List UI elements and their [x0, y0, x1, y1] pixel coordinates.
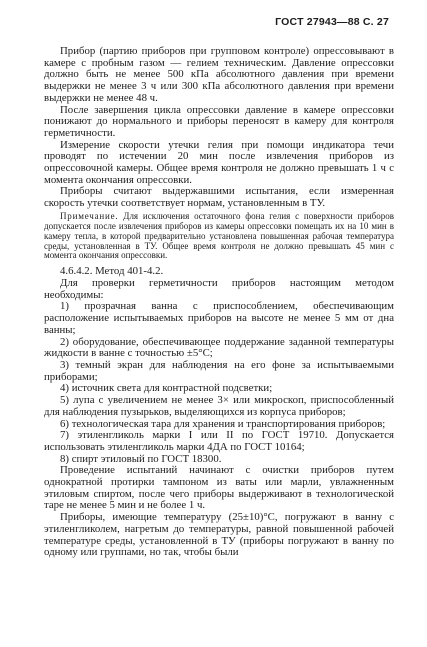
list-item: 8) спирт этиловый по ГОСТ 18300. — [60, 452, 222, 465]
paragraph-pressurization: Прибор (партию приборов при групповом контроле) опрессовывают в камере с пробным газом — гелием техническим. Давление опрессовки должно быть не менее 500 кПа абсолютного давления при времени выдержки не менее 3 ч или 300 кПа абсолютного давления при времени выдержки не менее 48 ч. — [44, 45, 394, 104]
list-item: 5) лупа с увеличением не менее 3× или микроскоп, приспособленный для наблюдения пузырьков, выделяющихся из корпуса приборов; — [44, 394, 394, 418]
list-item: 2) оборудование, обеспечивающее поддержание заданной температуры жидкости в ванне с точностью ±5°С; — [44, 335, 394, 360]
list-item: 4) источник света для контрастной подсветки; — [60, 382, 273, 395]
list-item: 6) технологическая тара для хранения и транспортирования приборов; — [60, 417, 386, 430]
paragraph-pressure-release: После завершения цикла опрессовки давление в камере опрессовки понижают до нормального и приборы переносят в камеру для контроля герметичности. — [44, 103, 394, 139]
list-item: 3) темный экран для наблюдения на его фоне за испытываемыми приборами; — [44, 359, 394, 383]
note-text: Для исключения остаточного фона гелия с поверхности приборов допускается после извлечения приборов из камеры опрессовки помещать их на 10 мин в камеру тепла, в которой предварительно установлена повышенная рабочая температура среды, установленная в ТУ. Общее время контроля не должно превышать 45 мин с момента окончания опрессовки. — [44, 210, 394, 261]
paragraph-requirements: Для проверки герметичности приборов настоящим методом необходимы: — [44, 277, 394, 301]
paragraph-pass-criteria: Приборы считают выдержавшими испытания, если измеренная скорость утечки соответствует нормам, установленным в ТУ. — [44, 185, 394, 210]
paragraph-cleaning: Проведение испытаний начинают с очистки приборов путем однократной протирки тампоном из ваты или марли, увлажненным этиловым спиртом, после чего приборы выдерживают в технологической таре не менее 5 мин и не более 1 ч. — [44, 464, 394, 512]
paragraph-leak-measurement: Измерение скорости утечки гелия при помощи индикатора течи проводят по истечении 20 мин после извлечения приборов из опрессовочной камеры. Общее время контроля не должно превышать 1 ч с момента окончания опрессовки. — [44, 138, 394, 186]
list-item: 7) этиленгликоль марки I или II по ГОСТ 19710. Допускается использовать этиленгликоль марки 4ДА по ГОСТ 10164; — [44, 429, 394, 453]
note — [44, 212, 394, 262]
note-lead: Примечание. — [60, 210, 119, 221]
page-header: ГОСТ 27943—88 С. 27 — [275, 16, 389, 28]
page-body — [44, 46, 394, 559]
paragraph-immersion: Приборы, имеющие температуру (25±10)°С, погружают в ванну с этиленгликолем, нагретым до температуры, равной повышенной рабочей температуре среды, установленной в ТУ (приборы погружают в ванну по одному или группами, но так, чтобы были — [44, 511, 394, 559]
clause-heading: 4.6.4.2. Метод 401-4.2. — [60, 265, 164, 278]
list-item: 1) прозрачная ванна с приспособлением, обеспечивающим расположение испытываемых приборов на высоте не менее 5 мм от дна ванны; — [44, 300, 394, 336]
